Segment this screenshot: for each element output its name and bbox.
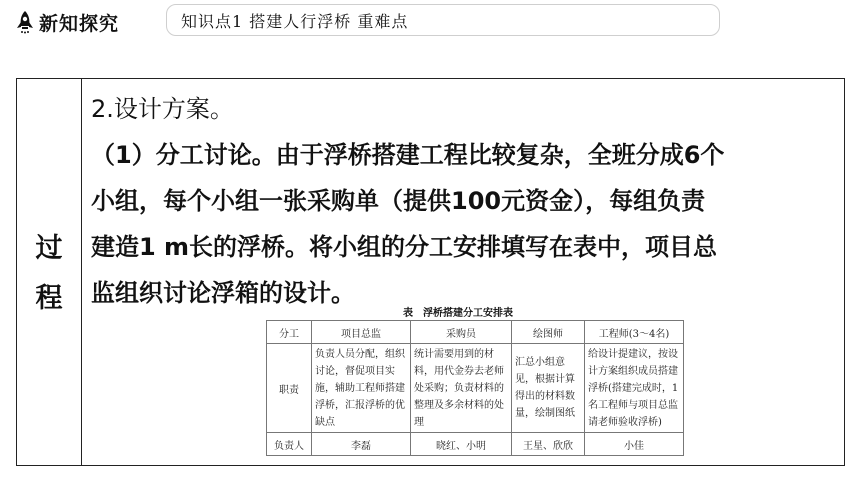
section-header <box>14 8 119 36</box>
section-title: 新知探究 <box>39 12 120 35</box>
content-line-3: 小组，每个小组一张采购单（提供100元资金），每组负责 <box>91 187 706 215</box>
table-duty-row <box>267 344 684 433</box>
duty-cell: 给设计提建议，按设计方案组织成员搭建浮桥(搭建完成时，1 名工程师与项目总监请老师验收浮桥) <box>585 344 684 433</box>
content-line-5: 监组织讨论浮箱的设计。 <box>91 279 355 307</box>
side-column <box>17 79 82 465</box>
duty-cell: 负责人员分配，组织讨论，督促项目实施，辅助工程师搭建浮桥，汇报浮桥的优缺点 <box>312 344 411 433</box>
header-cell: 项目总监 <box>312 321 411 344</box>
table-person-row <box>267 433 684 456</box>
table-caption: 表 浮桥搭建分工安排表 <box>403 308 513 319</box>
side-label-guo: 过 <box>35 233 63 264</box>
header-cell: 工程师(3～4名) <box>585 321 684 344</box>
topic-text: 知识点1 搭建人行浮桥 重难点 <box>181 11 409 31</box>
content-line-2: （1）分工讨论。由于浮桥搭建工程比较复杂，全班分成6个 <box>91 141 725 169</box>
person-label: 负责人 <box>267 433 312 456</box>
person-cell: 王星、欣欣 <box>512 433 585 456</box>
division-table <box>266 320 684 456</box>
topic-box <box>166 4 720 36</box>
table-header-row <box>267 321 684 344</box>
header-cell: 绘图师 <box>512 321 585 344</box>
duty-label: 职责 <box>267 344 312 433</box>
header-cell: 采购员 <box>411 321 512 344</box>
content-line-4: 建造1 m长的浮桥。将小组的分工安排填写在表中，项目总 <box>91 233 718 261</box>
rocket-icon <box>14 10 36 34</box>
person-cell: 小佳 <box>585 433 684 456</box>
side-label-cheng: 程 <box>35 283 63 314</box>
duty-cell: 统计需要用到的材料，用代金券去老师处采购；负责材料的整理及多余材料的处理 <box>411 344 512 433</box>
person-cell: 晓红、小明 <box>411 433 512 456</box>
duty-cell: 汇总小组意见，根据计算得出的材料数量，绘制图纸 <box>512 344 585 433</box>
content-line-1: 2.设计方案。 <box>91 95 234 123</box>
person-cell: 李磊 <box>312 433 411 456</box>
header-cell: 分工 <box>267 321 312 344</box>
